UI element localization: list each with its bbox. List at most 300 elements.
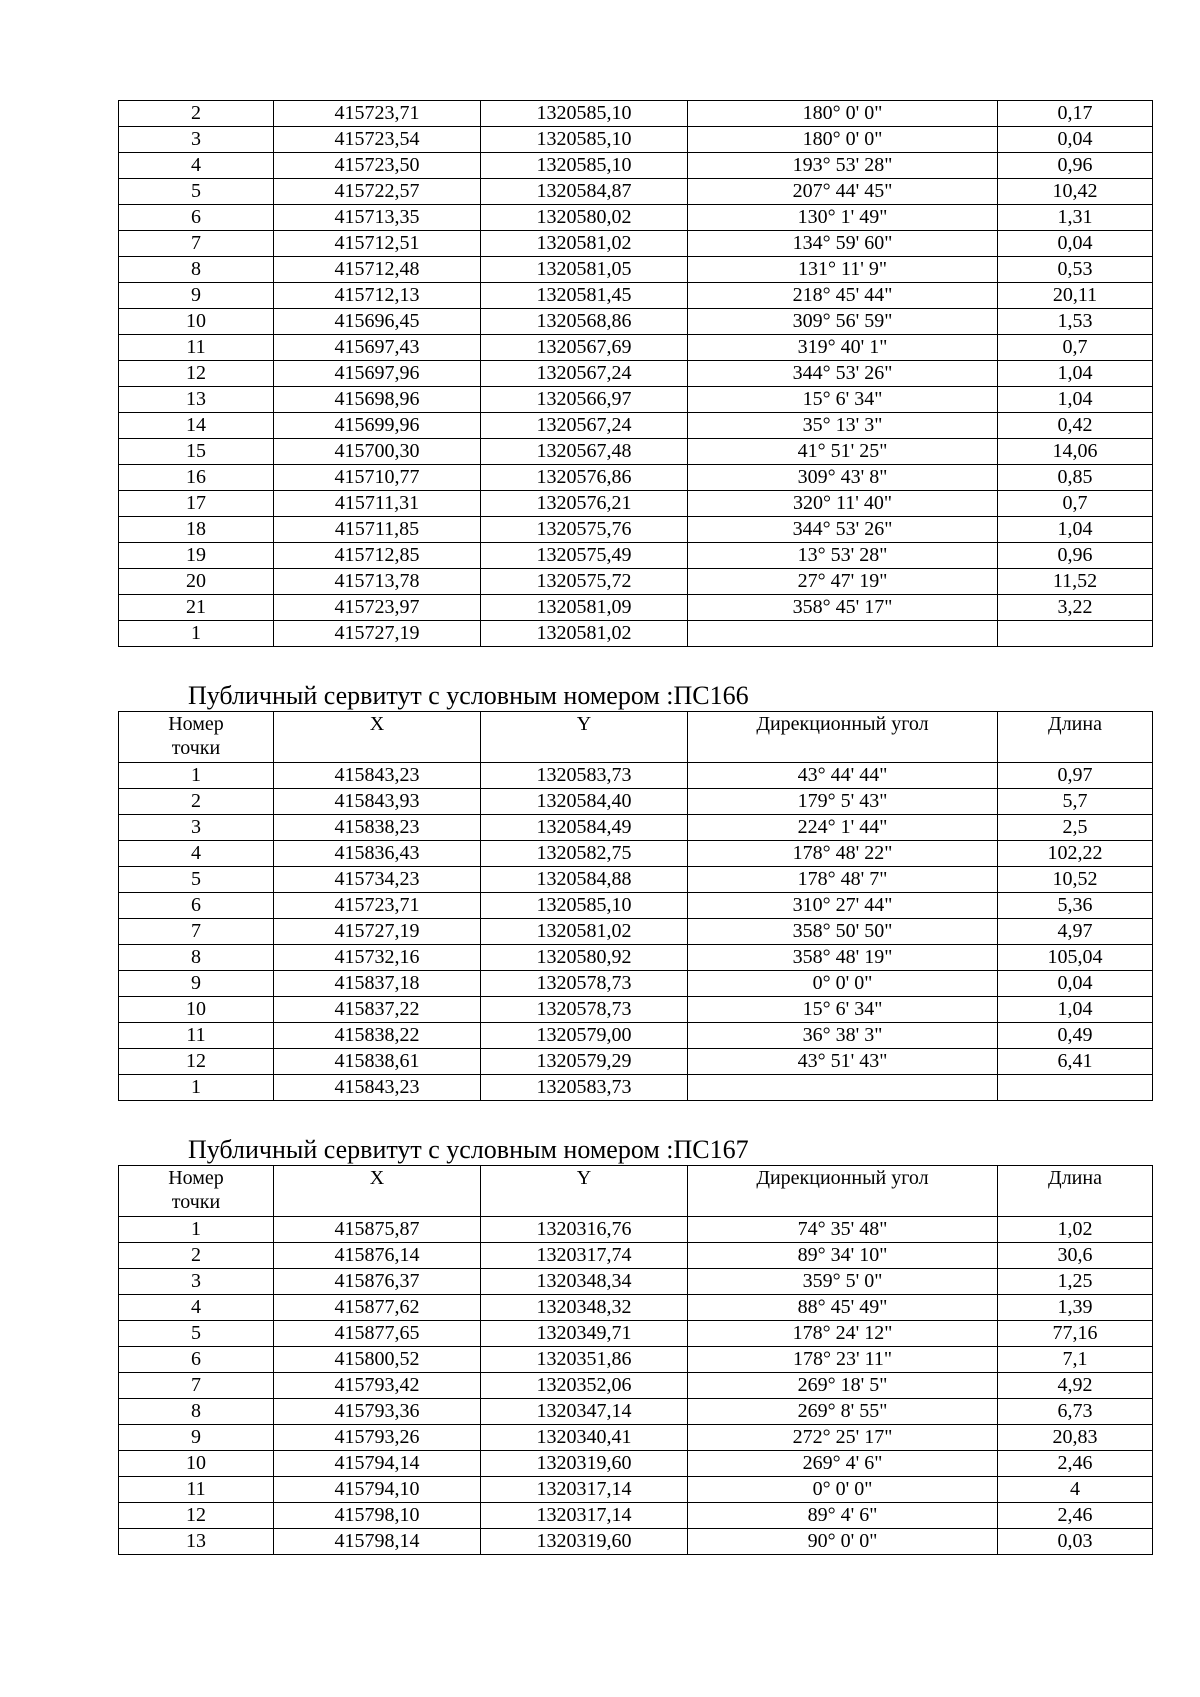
header-point-number bbox=[119, 712, 274, 763]
length-cell bbox=[998, 621, 1153, 647]
table-row bbox=[119, 179, 1153, 205]
table-row bbox=[119, 867, 1153, 893]
y-cell: 1320578,73 bbox=[481, 971, 688, 997]
table-row bbox=[119, 1321, 1153, 1347]
length-cell: 1,04 bbox=[998, 361, 1153, 387]
length-cell: 4,97 bbox=[998, 919, 1153, 945]
y-cell: 1320585,10 bbox=[481, 127, 688, 153]
angle-cell: 13° 53' 28" bbox=[688, 543, 998, 569]
y-cell: 1320575,76 bbox=[481, 517, 688, 543]
x-cell: 415793,36 bbox=[274, 1399, 481, 1425]
table-row bbox=[119, 763, 1153, 789]
angle-cell: 178° 48' 7" bbox=[688, 867, 998, 893]
length-cell: 0,49 bbox=[998, 1023, 1153, 1049]
coordinates-table-ps166 bbox=[118, 711, 1153, 1101]
x-cell: 415711,85 bbox=[274, 517, 481, 543]
table-row bbox=[119, 491, 1153, 517]
x-cell: 415696,45 bbox=[274, 309, 481, 335]
table-row bbox=[119, 439, 1153, 465]
y-cell: 1320582,75 bbox=[481, 841, 688, 867]
angle-cell: 358° 48' 19" bbox=[688, 945, 998, 971]
point-number-cell: 6 bbox=[119, 893, 274, 919]
angle-cell: 319° 40' 1" bbox=[688, 335, 998, 361]
y-cell: 1320317,14 bbox=[481, 1477, 688, 1503]
x-cell: 415723,50 bbox=[274, 153, 481, 179]
point-number-cell: 5 bbox=[119, 1321, 274, 1347]
x-cell: 415838,22 bbox=[274, 1023, 481, 1049]
point-number-cell: 9 bbox=[119, 283, 274, 309]
table-row bbox=[119, 543, 1153, 569]
table-row bbox=[119, 231, 1153, 257]
x-cell: 415711,31 bbox=[274, 491, 481, 517]
document-page bbox=[118, 100, 1152, 1555]
header-x: X bbox=[274, 712, 481, 763]
point-number-cell: 8 bbox=[119, 257, 274, 283]
point-number-cell: 1 bbox=[119, 1217, 274, 1243]
y-cell: 1320319,60 bbox=[481, 1529, 688, 1555]
y-cell: 1320319,60 bbox=[481, 1451, 688, 1477]
table-row bbox=[119, 257, 1153, 283]
length-cell: 4,92 bbox=[998, 1373, 1153, 1399]
x-cell: 415837,18 bbox=[274, 971, 481, 997]
table-row bbox=[119, 1529, 1153, 1555]
y-cell: 1320576,21 bbox=[481, 491, 688, 517]
table-row bbox=[119, 1295, 1153, 1321]
point-number-cell: 12 bbox=[119, 1503, 274, 1529]
point-number-cell: 19 bbox=[119, 543, 274, 569]
table-row bbox=[119, 387, 1153, 413]
angle-cell: 0° 0' 0" bbox=[688, 1477, 998, 1503]
table-body bbox=[119, 763, 1153, 1101]
angle-cell: 131° 11' 9" bbox=[688, 257, 998, 283]
point-number-cell: 4 bbox=[119, 153, 274, 179]
table-row bbox=[119, 517, 1153, 543]
x-cell: 415836,43 bbox=[274, 841, 481, 867]
point-number-cell: 21 bbox=[119, 595, 274, 621]
x-cell: 415713,78 bbox=[274, 569, 481, 595]
length-cell: 102,22 bbox=[998, 841, 1153, 867]
table-row bbox=[119, 1269, 1153, 1295]
table-row bbox=[119, 101, 1153, 127]
point-number-cell: 4 bbox=[119, 841, 274, 867]
table-row bbox=[119, 413, 1153, 439]
x-cell: 415794,14 bbox=[274, 1451, 481, 1477]
angle-cell: 218° 45' 44" bbox=[688, 283, 998, 309]
length-cell: 2,5 bbox=[998, 815, 1153, 841]
y-cell: 1320584,40 bbox=[481, 789, 688, 815]
angle-cell: 134° 59' 60" bbox=[688, 231, 998, 257]
x-cell: 415843,23 bbox=[274, 1075, 481, 1101]
length-cell: 1,31 bbox=[998, 205, 1153, 231]
table-row bbox=[119, 465, 1153, 491]
table-row bbox=[119, 1503, 1153, 1529]
angle-cell: 272° 25' 17" bbox=[688, 1425, 998, 1451]
table-row bbox=[119, 1023, 1153, 1049]
length-cell: 20,11 bbox=[998, 283, 1153, 309]
table-row bbox=[119, 153, 1153, 179]
angle-cell: 310° 27' 44" bbox=[688, 893, 998, 919]
y-cell: 1320581,45 bbox=[481, 283, 688, 309]
angle-cell: 269° 18' 5" bbox=[688, 1373, 998, 1399]
angle-cell: 178° 48' 22" bbox=[688, 841, 998, 867]
y-cell: 1320581,02 bbox=[481, 919, 688, 945]
table-row bbox=[119, 127, 1153, 153]
angle-cell: 309° 56' 59" bbox=[688, 309, 998, 335]
y-cell: 1320585,10 bbox=[481, 101, 688, 127]
point-number-cell: 8 bbox=[119, 945, 274, 971]
angle-cell: 179° 5' 43" bbox=[688, 789, 998, 815]
coordinates-table-continued bbox=[118, 100, 1153, 647]
length-cell: 6,73 bbox=[998, 1399, 1153, 1425]
table-row bbox=[119, 1347, 1153, 1373]
angle-cell bbox=[688, 1075, 998, 1101]
y-cell: 1320348,34 bbox=[481, 1269, 688, 1295]
table-row bbox=[119, 919, 1153, 945]
table-row bbox=[119, 893, 1153, 919]
angle-cell: 269° 4' 6" bbox=[688, 1451, 998, 1477]
angle-cell: 90° 0' 0" bbox=[688, 1529, 998, 1555]
header-length: Длина bbox=[998, 712, 1153, 763]
angle-cell: 358° 45' 17" bbox=[688, 595, 998, 621]
x-cell: 415798,14 bbox=[274, 1529, 481, 1555]
point-number-cell: 11 bbox=[119, 1477, 274, 1503]
angle-cell: 74° 35' 48" bbox=[688, 1217, 998, 1243]
table-row bbox=[119, 1243, 1153, 1269]
y-cell: 1320351,86 bbox=[481, 1347, 688, 1373]
length-cell: 0,53 bbox=[998, 257, 1153, 283]
y-cell: 1320317,14 bbox=[481, 1503, 688, 1529]
x-cell: 415876,37 bbox=[274, 1269, 481, 1295]
x-cell: 415732,16 bbox=[274, 945, 481, 971]
angle-cell: 207° 44' 45" bbox=[688, 179, 998, 205]
angle-cell: 41° 51' 25" bbox=[688, 439, 998, 465]
y-cell: 1320584,88 bbox=[481, 867, 688, 893]
y-cell: 1320581,02 bbox=[481, 231, 688, 257]
point-number-cell: 9 bbox=[119, 1425, 274, 1451]
table-row bbox=[119, 1425, 1153, 1451]
table-row bbox=[119, 595, 1153, 621]
y-cell: 1320579,00 bbox=[481, 1023, 688, 1049]
y-cell: 1320583,73 bbox=[481, 763, 688, 789]
angle-cell: 180° 0' 0" bbox=[688, 127, 998, 153]
length-cell: 7,1 bbox=[998, 1347, 1153, 1373]
table-row bbox=[119, 789, 1153, 815]
angle-cell: 27° 47' 19" bbox=[688, 569, 998, 595]
length-cell: 10,52 bbox=[998, 867, 1153, 893]
y-cell: 1320316,76 bbox=[481, 1217, 688, 1243]
point-number-cell: 13 bbox=[119, 1529, 274, 1555]
x-cell: 415798,10 bbox=[274, 1503, 481, 1529]
length-cell: 4 bbox=[998, 1477, 1153, 1503]
length-cell: 0,42 bbox=[998, 413, 1153, 439]
header-y: Y bbox=[481, 712, 688, 763]
angle-cell: 178° 24' 12" bbox=[688, 1321, 998, 1347]
y-cell: 1320568,86 bbox=[481, 309, 688, 335]
y-cell: 1320340,41 bbox=[481, 1425, 688, 1451]
x-cell: 415793,42 bbox=[274, 1373, 481, 1399]
point-number-cell: 3 bbox=[119, 815, 274, 841]
length-cell: 0,96 bbox=[998, 543, 1153, 569]
length-cell: 3,22 bbox=[998, 595, 1153, 621]
x-cell: 415877,62 bbox=[274, 1295, 481, 1321]
angle-cell: 224° 1' 44" bbox=[688, 815, 998, 841]
length-cell: 10,42 bbox=[998, 179, 1153, 205]
length-cell: 1,04 bbox=[998, 997, 1153, 1023]
x-cell: 415697,96 bbox=[274, 361, 481, 387]
point-number-cell: 7 bbox=[119, 231, 274, 257]
point-number-cell: 2 bbox=[119, 789, 274, 815]
y-cell: 1320566,97 bbox=[481, 387, 688, 413]
x-cell: 415734,23 bbox=[274, 867, 481, 893]
table-row bbox=[119, 205, 1153, 231]
point-number-cell: 6 bbox=[119, 205, 274, 231]
y-cell: 1320579,29 bbox=[481, 1049, 688, 1075]
y-cell: 1320581,09 bbox=[481, 595, 688, 621]
y-cell: 1320317,74 bbox=[481, 1243, 688, 1269]
length-cell: 2,46 bbox=[998, 1451, 1153, 1477]
table-header-row bbox=[119, 1166, 1153, 1217]
x-cell: 415838,61 bbox=[274, 1049, 481, 1075]
table-row bbox=[119, 335, 1153, 361]
table-row bbox=[119, 1373, 1153, 1399]
angle-cell: 309° 43' 8" bbox=[688, 465, 998, 491]
table-row bbox=[119, 309, 1153, 335]
length-cell: 1,39 bbox=[998, 1295, 1153, 1321]
table-row bbox=[119, 1399, 1153, 1425]
table-row bbox=[119, 841, 1153, 867]
header-point-number-line1: Номер bbox=[168, 713, 224, 735]
header-point-number-line2: точки bbox=[171, 737, 221, 759]
table-row bbox=[119, 1451, 1153, 1477]
table-row bbox=[119, 971, 1153, 997]
length-cell: 1,02 bbox=[998, 1217, 1153, 1243]
point-number-cell: 7 bbox=[119, 919, 274, 945]
angle-cell: 269° 8' 55" bbox=[688, 1399, 998, 1425]
x-cell: 415697,43 bbox=[274, 335, 481, 361]
table-body bbox=[119, 1217, 1153, 1555]
length-cell: 0,04 bbox=[998, 231, 1153, 257]
length-cell: 0,03 bbox=[998, 1529, 1153, 1555]
y-cell: 1320581,02 bbox=[481, 621, 688, 647]
header-point-number-line1: Номер bbox=[168, 1167, 224, 1189]
angle-cell: 43° 44' 44" bbox=[688, 763, 998, 789]
angle-cell: 43° 51' 43" bbox=[688, 1049, 998, 1075]
x-cell: 415794,10 bbox=[274, 1477, 481, 1503]
y-cell: 1320585,10 bbox=[481, 893, 688, 919]
header-x: X bbox=[274, 1166, 481, 1217]
point-number-cell: 12 bbox=[119, 1049, 274, 1075]
point-number-cell: 3 bbox=[119, 1269, 274, 1295]
section-title-ps166: Публичный сервитут с условным номером :ПС166 bbox=[188, 681, 749, 710]
point-number-cell: 7 bbox=[119, 1373, 274, 1399]
point-number-cell: 13 bbox=[119, 387, 274, 413]
angle-cell: 15° 6' 34" bbox=[688, 997, 998, 1023]
angle-cell: 0° 0' 0" bbox=[688, 971, 998, 997]
x-cell: 415722,57 bbox=[274, 179, 481, 205]
x-cell: 415727,19 bbox=[274, 919, 481, 945]
header-angle: Дирекционный угол bbox=[688, 712, 998, 763]
length-cell: 20,83 bbox=[998, 1425, 1153, 1451]
angle-cell: 15° 6' 34" bbox=[688, 387, 998, 413]
angle-cell bbox=[688, 621, 998, 647]
point-number-cell: 12 bbox=[119, 361, 274, 387]
angle-cell: 320° 11' 40" bbox=[688, 491, 998, 517]
point-number-cell: 10 bbox=[119, 1451, 274, 1477]
header-y: Y bbox=[481, 1166, 688, 1217]
y-cell: 1320584,87 bbox=[481, 179, 688, 205]
point-number-cell: 1 bbox=[119, 763, 274, 789]
length-cell: 0,04 bbox=[998, 971, 1153, 997]
length-cell: 2,46 bbox=[998, 1503, 1153, 1529]
x-cell: 415875,87 bbox=[274, 1217, 481, 1243]
y-cell: 1320584,49 bbox=[481, 815, 688, 841]
point-number-cell: 11 bbox=[119, 335, 274, 361]
y-cell: 1320580,02 bbox=[481, 205, 688, 231]
length-cell: 0,04 bbox=[998, 127, 1153, 153]
y-cell: 1320348,32 bbox=[481, 1295, 688, 1321]
table-header-row bbox=[119, 712, 1153, 763]
y-cell: 1320349,71 bbox=[481, 1321, 688, 1347]
point-number-cell: 18 bbox=[119, 517, 274, 543]
x-cell: 415723,97 bbox=[274, 595, 481, 621]
x-cell: 415712,48 bbox=[274, 257, 481, 283]
angle-cell: 178° 23' 11" bbox=[688, 1347, 998, 1373]
x-cell: 415727,19 bbox=[274, 621, 481, 647]
angle-cell: 89° 34' 10" bbox=[688, 1243, 998, 1269]
y-cell: 1320567,48 bbox=[481, 439, 688, 465]
point-number-cell: 8 bbox=[119, 1399, 274, 1425]
y-cell: 1320576,86 bbox=[481, 465, 688, 491]
header-angle: Дирекционный угол bbox=[688, 1166, 998, 1217]
point-number-cell: 20 bbox=[119, 569, 274, 595]
x-cell: 415700,30 bbox=[274, 439, 481, 465]
x-cell: 415712,85 bbox=[274, 543, 481, 569]
x-cell: 415800,52 bbox=[274, 1347, 481, 1373]
table-row bbox=[119, 621, 1153, 647]
y-cell: 1320575,49 bbox=[481, 543, 688, 569]
x-cell: 415713,35 bbox=[274, 205, 481, 231]
y-cell: 1320575,72 bbox=[481, 569, 688, 595]
point-number-cell: 2 bbox=[119, 1243, 274, 1269]
table-row bbox=[119, 1477, 1153, 1503]
length-cell: 14,06 bbox=[998, 439, 1153, 465]
length-cell: 1,53 bbox=[998, 309, 1153, 335]
length-cell: 5,36 bbox=[998, 893, 1153, 919]
table-row bbox=[119, 1217, 1153, 1243]
y-cell: 1320581,05 bbox=[481, 257, 688, 283]
angle-cell: 359° 5' 0" bbox=[688, 1269, 998, 1295]
length-cell: 11,52 bbox=[998, 569, 1153, 595]
point-number-cell: 3 bbox=[119, 127, 274, 153]
point-number-cell: 15 bbox=[119, 439, 274, 465]
length-cell: 6,41 bbox=[998, 1049, 1153, 1075]
x-cell: 415712,51 bbox=[274, 231, 481, 257]
y-cell: 1320578,73 bbox=[481, 997, 688, 1023]
x-cell: 415723,54 bbox=[274, 127, 481, 153]
point-number-cell: 2 bbox=[119, 101, 274, 127]
x-cell: 415838,23 bbox=[274, 815, 481, 841]
x-cell: 415723,71 bbox=[274, 893, 481, 919]
length-cell: 0,97 bbox=[998, 763, 1153, 789]
x-cell: 415877,65 bbox=[274, 1321, 481, 1347]
x-cell: 415710,77 bbox=[274, 465, 481, 491]
table-row bbox=[119, 945, 1153, 971]
length-cell: 0,85 bbox=[998, 465, 1153, 491]
x-cell: 415698,96 bbox=[274, 387, 481, 413]
length-cell: 30,6 bbox=[998, 1243, 1153, 1269]
y-cell: 1320585,10 bbox=[481, 153, 688, 179]
table-body bbox=[119, 101, 1153, 647]
point-number-cell: 6 bbox=[119, 1347, 274, 1373]
length-cell: 1,04 bbox=[998, 387, 1153, 413]
point-number-cell: 14 bbox=[119, 413, 274, 439]
length-cell: 1,25 bbox=[998, 1269, 1153, 1295]
angle-cell: 36° 38' 3" bbox=[688, 1023, 998, 1049]
table-row bbox=[119, 1075, 1153, 1101]
table-row bbox=[119, 1049, 1153, 1075]
angle-cell: 180° 0' 0" bbox=[688, 101, 998, 127]
point-number-cell: 1 bbox=[119, 621, 274, 647]
y-cell: 1320347,14 bbox=[481, 1399, 688, 1425]
angle-cell: 358° 50' 50" bbox=[688, 919, 998, 945]
header-length: Длина bbox=[998, 1166, 1153, 1217]
angle-cell: 344° 53' 26" bbox=[688, 361, 998, 387]
point-number-cell: 10 bbox=[119, 309, 274, 335]
y-cell: 1320583,73 bbox=[481, 1075, 688, 1101]
point-number-cell: 1 bbox=[119, 1075, 274, 1101]
point-number-cell: 17 bbox=[119, 491, 274, 517]
y-cell: 1320352,06 bbox=[481, 1373, 688, 1399]
header-point-number-line2: точки bbox=[171, 1191, 221, 1213]
angle-cell: 88° 45' 49" bbox=[688, 1295, 998, 1321]
length-cell: 0,7 bbox=[998, 335, 1153, 361]
angle-cell: 89° 4' 6" bbox=[688, 1503, 998, 1529]
x-cell: 415723,71 bbox=[274, 101, 481, 127]
x-cell: 415793,26 bbox=[274, 1425, 481, 1451]
point-number-cell: 9 bbox=[119, 971, 274, 997]
x-cell: 415712,13 bbox=[274, 283, 481, 309]
point-number-cell: 11 bbox=[119, 1023, 274, 1049]
x-cell: 415837,22 bbox=[274, 997, 481, 1023]
y-cell: 1320567,24 bbox=[481, 413, 688, 439]
table-row bbox=[119, 815, 1153, 841]
angle-cell: 344° 53' 26" bbox=[688, 517, 998, 543]
table-row bbox=[119, 997, 1153, 1023]
x-cell: 415699,96 bbox=[274, 413, 481, 439]
x-cell: 415843,23 bbox=[274, 763, 481, 789]
table-row bbox=[119, 283, 1153, 309]
y-cell: 1320580,92 bbox=[481, 945, 688, 971]
angle-cell: 130° 1' 49" bbox=[688, 205, 998, 231]
section-title-ps167: Публичный сервитут с условным номером :ПС167 bbox=[188, 1135, 749, 1164]
length-cell: 5,7 bbox=[998, 789, 1153, 815]
table-row bbox=[119, 361, 1153, 387]
point-number-cell: 16 bbox=[119, 465, 274, 491]
point-number-cell: 5 bbox=[119, 867, 274, 893]
y-cell: 1320567,24 bbox=[481, 361, 688, 387]
length-cell: 1,04 bbox=[998, 517, 1153, 543]
x-cell: 415843,93 bbox=[274, 789, 481, 815]
length-cell: 0,7 bbox=[998, 491, 1153, 517]
length-cell bbox=[998, 1075, 1153, 1101]
x-cell: 415876,14 bbox=[274, 1243, 481, 1269]
point-number-cell: 5 bbox=[119, 179, 274, 205]
y-cell: 1320567,69 bbox=[481, 335, 688, 361]
angle-cell: 193° 53' 28" bbox=[688, 153, 998, 179]
length-cell: 0,17 bbox=[998, 101, 1153, 127]
length-cell: 105,04 bbox=[998, 945, 1153, 971]
angle-cell: 35° 13' 3" bbox=[688, 413, 998, 439]
